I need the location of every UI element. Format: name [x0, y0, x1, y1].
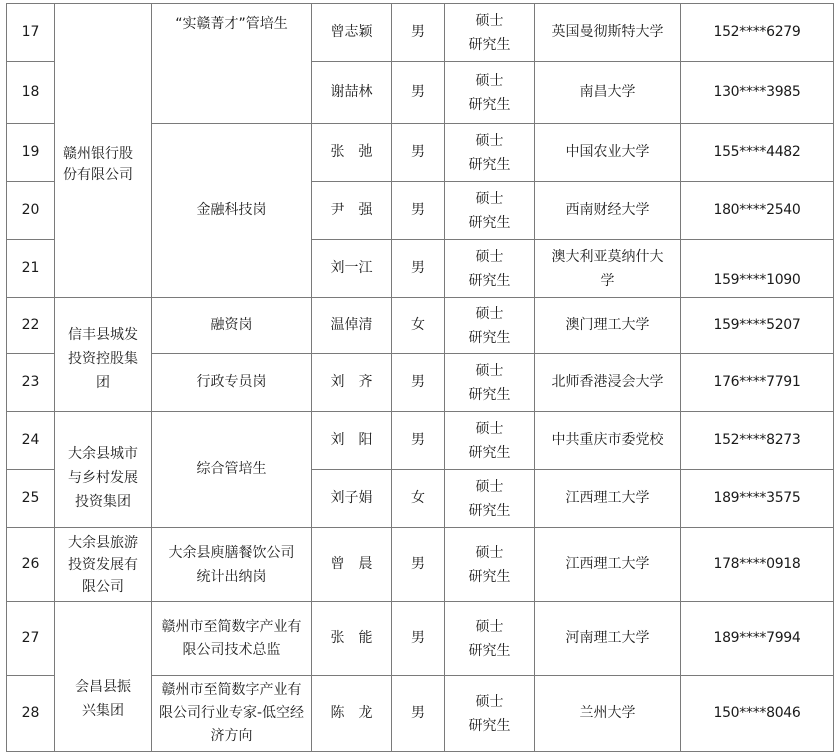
degree-line: 硕士 — [475, 72, 504, 89]
degree-line: 研究生 — [468, 717, 511, 734]
degree-line: 硕士 — [475, 12, 504, 29]
name-cell: 尹 强 — [312, 182, 392, 240]
position-cell: “实赣菁才”管培生 — [152, 4, 312, 124]
org-cell: 赣州银行股份有限公司 — [55, 4, 152, 298]
degree-line: 硕士 — [475, 190, 504, 207]
degree-cell — [445, 528, 535, 602]
name-cell: 刘子娟 — [312, 470, 392, 528]
row-number: 27 — [7, 602, 55, 676]
gender-cell: 男 — [392, 240, 445, 298]
phone-cell: 155****4482 — [681, 124, 834, 182]
degree-line: 研究生 — [468, 642, 511, 659]
degree-cell — [445, 62, 535, 124]
school-cell: 澳大利亚莫纳什大学 — [535, 240, 681, 298]
gender-cell: 男 — [392, 4, 445, 62]
row-number: 17 — [7, 4, 55, 62]
phone-cell: 176****7791 — [681, 354, 834, 412]
gender-cell: 男 — [392, 602, 445, 676]
gender-cell: 女 — [392, 298, 445, 354]
row-number: 18 — [7, 62, 55, 124]
position-cell: 大余县庾膳餐饮公司统计出纳岗 — [152, 528, 312, 602]
gender-cell: 男 — [392, 182, 445, 240]
degree-line: 研究生 — [468, 386, 511, 403]
gender-cell: 男 — [392, 528, 445, 602]
degree-cell — [445, 124, 535, 182]
row-number: 26 — [7, 528, 55, 602]
school-cell: 江西理工大学 — [535, 528, 681, 602]
degree-line: 硕士 — [475, 478, 504, 495]
table-row — [7, 412, 834, 470]
school-cell: 西南财经大学 — [535, 182, 681, 240]
degree-cell — [445, 602, 535, 676]
degree-line: 研究生 — [468, 36, 511, 53]
degree-cell — [445, 298, 535, 354]
gender-cell: 男 — [392, 124, 445, 182]
phone-cell: 152****8273 — [681, 412, 834, 470]
school-cell: 南昌大学 — [535, 62, 681, 124]
degree-cell — [445, 676, 535, 752]
degree-cell — [445, 4, 535, 62]
table-row — [7, 298, 834, 354]
name-cell: 曾 晨 — [312, 528, 392, 602]
name-cell: 张 能 — [312, 602, 392, 676]
org-cell: 信丰县城发投资控股集团 — [55, 298, 152, 412]
name-cell: 张 弛 — [312, 124, 392, 182]
position-cell: 金融科技岗 — [152, 124, 312, 298]
school-cell: 兰州大学 — [535, 676, 681, 752]
phone-cell: 159****5207 — [681, 298, 834, 354]
school-cell: 英国曼彻斯特大学 — [535, 4, 681, 62]
row-number: 25 — [7, 470, 55, 528]
phone-cell: 189****7994 — [681, 602, 834, 676]
recruitment-table — [6, 3, 834, 752]
degree-line: 硕士 — [475, 362, 504, 379]
degree-line: 硕士 — [475, 132, 504, 149]
school-cell: 中共重庆市委党校 — [535, 412, 681, 470]
position-cell: 赣州市至简数字产业有限公司技术总监 — [152, 602, 312, 676]
phone-cell: 159****1090 — [681, 240, 834, 298]
degree-line: 研究生 — [468, 329, 511, 346]
gender-cell: 男 — [392, 354, 445, 412]
position-cell: 融资岗 — [152, 298, 312, 354]
degree-line: 硕士 — [475, 693, 504, 710]
degree-line: 硕士 — [475, 248, 504, 265]
gender-cell: 男 — [392, 412, 445, 470]
phone-cell: 189****3575 — [681, 470, 834, 528]
table-row — [7, 602, 834, 676]
degree-line: 硕士 — [475, 544, 504, 561]
org-cell: 大余县旅游投资发展有限公司 — [55, 528, 152, 602]
row-number: 22 — [7, 298, 55, 354]
name-cell: 曾志颖 — [312, 4, 392, 62]
phone-cell: 130****3985 — [681, 62, 834, 124]
gender-cell: 女 — [392, 470, 445, 528]
degree-cell — [445, 354, 535, 412]
degree-line: 研究生 — [468, 156, 511, 173]
phone-cell: 150****8046 — [681, 676, 834, 752]
row-number: 23 — [7, 354, 55, 412]
position-cell: 综合管培生 — [152, 412, 312, 528]
name-cell: 谢喆林 — [312, 62, 392, 124]
org-cell: 会昌县振兴集团 — [55, 602, 152, 752]
degree-cell — [445, 412, 535, 470]
degree-line: 研究生 — [468, 272, 511, 289]
row-number: 24 — [7, 412, 55, 470]
name-cell: 刘 齐 — [312, 354, 392, 412]
degree-line: 研究生 — [468, 444, 511, 461]
degree-line: 硕士 — [475, 305, 504, 322]
degree-cell — [445, 182, 535, 240]
name-cell: 陈 龙 — [312, 676, 392, 752]
school-cell: 澳门理工大学 — [535, 298, 681, 354]
table-row — [7, 4, 834, 62]
name-cell: 温倬清 — [312, 298, 392, 354]
degree-cell — [445, 240, 535, 298]
phone-cell: 178****0918 — [681, 528, 834, 602]
row-number: 21 — [7, 240, 55, 298]
position-cell: 行政专员岗 — [152, 354, 312, 412]
school-cell: 河南理工大学 — [535, 602, 681, 676]
phone-cell: 180****2540 — [681, 182, 834, 240]
gender-cell: 男 — [392, 62, 445, 124]
degree-line: 研究生 — [468, 96, 511, 113]
row-number: 19 — [7, 124, 55, 182]
table-row — [7, 528, 834, 602]
school-cell: 北师香港浸会大学 — [535, 354, 681, 412]
degree-line: 研究生 — [468, 214, 511, 231]
school-cell: 江西理工大学 — [535, 470, 681, 528]
degree-line: 硕士 — [475, 618, 504, 635]
name-cell: 刘 阳 — [312, 412, 392, 470]
school-cell: 中国农业大学 — [535, 124, 681, 182]
degree-line: 研究生 — [468, 502, 511, 519]
gender-cell: 男 — [392, 676, 445, 752]
org-cell: 大余县城市与乡村发展投资集团 — [55, 412, 152, 528]
row-number: 28 — [7, 676, 55, 752]
row-number: 20 — [7, 182, 55, 240]
degree-cell — [445, 470, 535, 528]
position-cell: 赣州市至简数字产业有限公司行业专家-低空经济方向 — [152, 676, 312, 752]
name-cell: 刘一江 — [312, 240, 392, 298]
degree-line: 硕士 — [475, 420, 504, 437]
phone-cell: 152****6279 — [681, 4, 834, 62]
degree-line: 研究生 — [468, 568, 511, 585]
